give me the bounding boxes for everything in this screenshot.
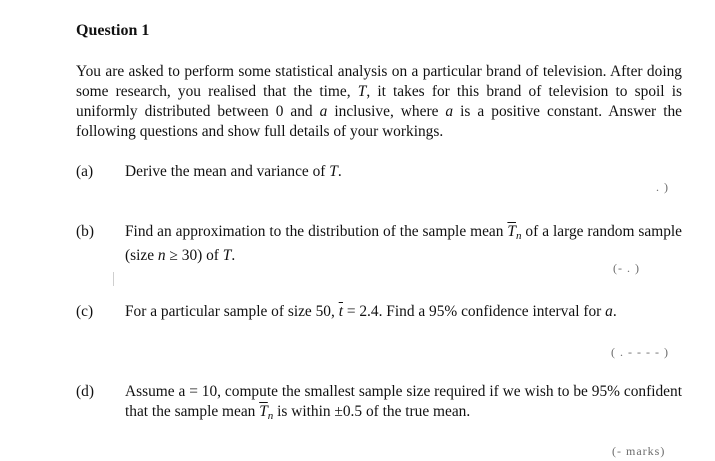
part-c-var-a: a — [605, 303, 613, 320]
part-b-sample-mean: $\overline{T}$ — [507, 223, 516, 240]
part-c-marks: ( . - - - - ) — [611, 345, 669, 359]
part-a-text — [125, 162, 682, 182]
part-b-text-3: ≥ 30) of — [165, 247, 223, 264]
part-b-text — [125, 222, 682, 266]
question-intro — [76, 62, 682, 142]
part-d-text-2: is within ±0.5 of the true mean. — [273, 403, 471, 420]
part-b-marks: (- . ) — [613, 261, 640, 275]
intro-text-3: inclusive, where — [327, 103, 446, 120]
part-c-text-2: = 2.4. Find a 95% confidence interval for — [342, 303, 606, 320]
intro-text-4: is a positive constant. Answer the following questions and show full details of your workings. — [76, 103, 682, 140]
part-d-subscript: n — [267, 410, 274, 422]
part-b-text-2: of a large random sample (size — [125, 223, 683, 264]
part-c-sample-mean: $\overline{t}$ — [338, 303, 343, 320]
part-a-text-2: . — [337, 163, 342, 180]
part-b-var-n: n — [157, 247, 166, 264]
question-title: Question 1 — [76, 22, 150, 39]
part-b-subscript: n — [515, 230, 522, 242]
part-b-text-4: . — [231, 247, 236, 264]
part-d-marks: (- marks) — [612, 444, 666, 458]
part-b-text-1: Find an approximation to the distribution of the sample mean — [125, 223, 508, 240]
intro-var-a-2: a — [445, 103, 454, 120]
intro-var-t: T — [357, 83, 367, 100]
part-a-text-1: Derive the mean and variance of — [125, 163, 330, 180]
part-d-text — [125, 382, 682, 426]
part-a-label: (a) — [76, 163, 94, 180]
part-c-text-1: For a particular sample of size 50, — [125, 303, 339, 320]
part-d-sample-mean: $\overline{T}$ — [259, 403, 268, 420]
intro-var-a: a — [319, 103, 328, 120]
part-a-marks: . ) — [656, 180, 669, 194]
part-b-label: (b) — [76, 223, 94, 240]
part-b-var-t: T — [222, 247, 232, 264]
part-c-text — [125, 302, 682, 322]
part-d-label: (d) — [76, 383, 94, 400]
part-c-text-3: . — [612, 303, 617, 320]
part-c-label: (c) — [76, 303, 94, 320]
part-d-text-1: Assume a = 10, compute the smallest sample size required if we wish to be 95% confident that the sample mean — [125, 383, 682, 420]
intro-text-1: You are asked to perform some statistical analysis on a particular brand of television. After doing some research, you realised that the time, — [76, 63, 682, 100]
text-cursor-icon — [113, 272, 115, 286]
intro-text-2: , it takes for this brand of television to spoil is uniformly distributed between 0 and — [76, 83, 682, 120]
part-a-var-t: T — [329, 163, 338, 180]
